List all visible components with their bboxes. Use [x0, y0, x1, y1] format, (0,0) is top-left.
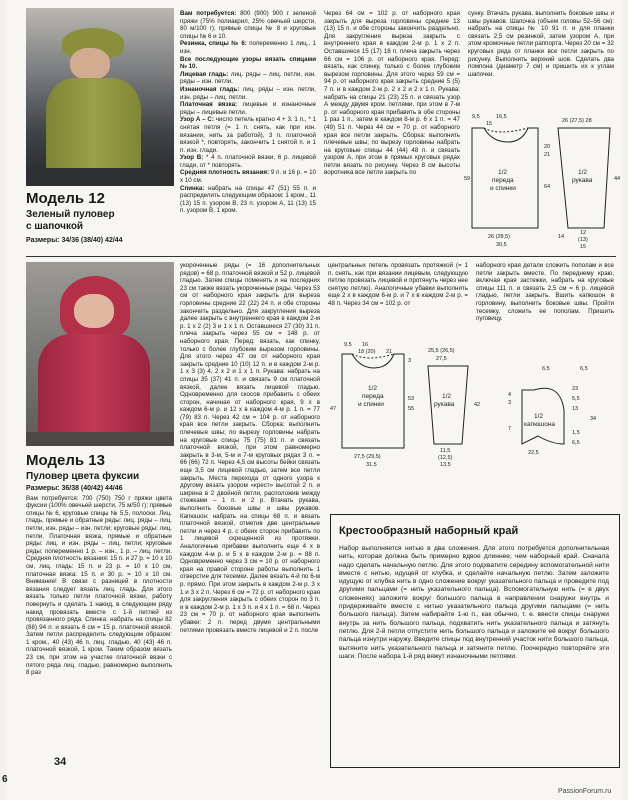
model12-col1-paragraph	[180, 185, 316, 215]
model13-h-label2: капюшона	[524, 421, 556, 428]
model12-sleeve-top: 26 (27,5) 28	[562, 118, 592, 124]
model12-sizes: Размеры: 34/36 (38/40) 42/44	[26, 237, 123, 244]
model13-sizes: Размеры: 36/38 (40/42) 44/46	[26, 485, 123, 492]
model13-h2: 6,5	[580, 366, 588, 372]
model12-col1-bold: Платочная вязка:	[180, 101, 238, 109]
model13-title: Модель 13	[26, 452, 105, 469]
model13-s-top2: 27,5	[436, 356, 447, 362]
model12-col1-text: лицевые и изнаночные ряды – лицевые петли.	[180, 101, 316, 116]
model13-s-label2: рукава	[434, 401, 455, 408]
model12-col1-paragraph	[180, 154, 316, 169]
model13-f2: 16	[362, 342, 369, 348]
model12-dim5: 21	[544, 152, 551, 158]
model12-col1-paragraph	[180, 86, 316, 101]
model13-h-label1: 1/2	[534, 413, 544, 420]
model13-h4: 4	[508, 392, 512, 398]
model12-dim6: 59	[464, 176, 471, 182]
model13-instructions-col2: укороченные ряды (= 16 дополнительных рядов) = 68 р. платочной вязкой и 52 р. лицевой гладью. Затем спицы поменять и на последних 23 см также вязать укороченные ряды. Через 53 см от наборного края закрыть для выреза горловины средние 22 (22) 24 п. и обе стороны закончить раздельно. Для закругления выреза далее закрыть с внутреннего края в каждом 2-м р. 1 х 2 (2) 3 и 1 х 1 п. Оставшиеся 27 (30) 31 п. плеча закрыть через 55 см = 148 р. от наборного края. Перед: вязать, как спинку, только с более глубоким вырезом горловины. Для этого через 47 см от наборного края закрыть средние 10 (10) 12 п. и в каждом 2-м р. 1 х 3 (3) 4, 2 х 2 и 1 х 1 п. Рукава: набрать на спицы 35 (37) 41 п. и связать 9 см платочной вязкой, далее вязать лицевой гладью. Одновременно для скосов прибавить с обеих сторон, начиная от наборного края, 9 х в каждом 6-м р. и 12 х в каждом 4-м р. 1 п. = 77 (79) 83 п. Через 42 см = 104 р. от наборного края все петли закрыть. Сборка: выполнить плечевые швы; по вырезу горловины набрать на круговые спицы 75 (75) 81 п. и связать платочной вязкой, при этом равномерно закрыть в 3-м, 5-м и 7-м круговых рядах 3 п. = 66 (66) 72 п. Через 4,5 см высоты бейки связать еще 3,5 см лицевой гладью, затем все петли закрыть. Места перехода от одного узора к другому вязать узором «крест» высотой 2 п. и ширина в 2 двойной петли, расположив между стежками – 1 п. и 2 р. Втачать рукава, выполнить боковые швы и швы рукавов. Капюшон: набрать на спицы 68 п. и вязать платочной вязкой, отметив две центральные петли и через 4 р. с обеих сторон прибавить по 1 лицевой скрещенной из протяжки. Аналогичные прибавки выполнить еще 4 х в каждом 4-м р. и 5 х в каждом 2-м р. = 88 п. Одновременно через 3 см = 10 р. от наборного края на правой стороне работы выполнить 1 отверстие для тесемки. Далее вязать 4-й по 6-м р. прямо. При этом закрыть в каждом 2-м р. 3 х 1 и 3 х 2 п. Через 6 см = 72 р. от наборного края для закругления закрыть с обеих сторон по 3 п. и в каждом 2-м р. 1 х 3 п. и 4 х 1 п. = 68 п. Через 23 см = 70 р. от наборного края выполнить убавки: 2 п. перед двумя центральными петлями провязать вместе лицевой и 2 п. после	[180, 262, 320, 634]
model12-subtitle-line2: с шапочкой	[26, 221, 84, 232]
model12-photo	[26, 8, 174, 186]
magazine-page	[2, 0, 622, 800]
model12-col1-bold: Узор В:	[180, 154, 204, 162]
model13-f1: 9,5	[344, 342, 352, 348]
model13-f5: 3	[408, 358, 412, 364]
box-title: Крестообразный наборный край	[339, 525, 519, 537]
model13-h5: 3	[508, 400, 512, 406]
model12-dim4: 20	[544, 144, 551, 150]
model12-col1-paragraph	[180, 116, 316, 154]
model12-col1-text: * 4 п. платочной вязки, 6 р. лицевой глади, от * повторять.	[180, 154, 316, 169]
model12-bottom1: 26 (28,5)	[488, 234, 511, 240]
model12-title: Модель 12	[26, 190, 105, 207]
model13-h10: 1,5	[572, 430, 580, 436]
model12-col1-paragraph	[180, 101, 316, 116]
model13-f-h2: 53	[408, 396, 415, 402]
model13-h7: 13	[572, 406, 579, 412]
cross-cast-on-box	[330, 514, 620, 768]
model12-sleeve-bottom: 14	[558, 234, 565, 240]
model12-dim1: 9,5	[472, 114, 480, 120]
model12-col1-paragraph	[180, 56, 316, 71]
model12-front-label1: 1/2	[498, 169, 508, 176]
model13-subtitle: Пуловер цвета фуксии	[26, 471, 140, 482]
model13-f-label2: переда	[362, 393, 384, 400]
model13-s-h: 42	[474, 402, 481, 408]
model12-col1-bold: Лицевая гладь:	[180, 70, 229, 78]
model13-h3: 23	[572, 386, 579, 392]
model12-instructions-col1	[180, 10, 316, 248]
model12-sleeve-bottom4: 15	[580, 244, 587, 250]
box-text: Набор выполняется нитью в два сложения. Для этого потребуется дополнительная нить, которая должна быть примерно вдвое длиннее, чем наборный край. Сначала надо сделать начальную петлю. Для этого подхватите середину вспомогательной нити вместе с нитью, идущей от клубка, и сделайте начальную петлю. Затем заложите идущую от клубка нить в одно сложение вокруг указательного пальца и проведите под другими пальцами (= нить указательного пальца). Вспомогательную нить (= в двух сложениях) заложите вокруг большого пальца в направлении снаружи внутрь и придерживайте вместе с нитью указательного пальца другими пальцами (= нить большого пальца). Затем набирайте 1-ю п., как обычно, т. е. ввести спицы снаружи внутрь за нить большого пальца, подхватить нить указательного пальца и затянуть петлю. Для 2-й петли отпустите нить большого пальца и заложите её вокруг большого пальца изнутри наружу. Введите спицы под внутренний участок нити большого пальца, вытяните нить указательного пальца и затяните петлю. Поочередно повторяйте эти шаги. После набора 1-й ряд вяжут изнаночными петлями.	[339, 545, 609, 660]
model12-pattern-diagram	[464, 108, 624, 250]
model12-front-label3: и спинки	[490, 185, 516, 192]
model13-h1: 6,5	[542, 366, 550, 372]
model12-sleeve-bottom3: (13)	[578, 237, 588, 243]
model12-instructions-col3: сунку. Втачать рукава, выполнить боковые швы и швы рукавов. Шапочка (объем головы 52–56 см): набрать на спицы № 10 91 п. и для планки связать 2,5 см резинкой, затем узором А, при этом кромочные петли раппорта. Через 20 см = 32 круговых ряда от планки все петли закрыть по рисунку. Выполнить верхний шов. Сделать два помпона (диаметр 7 см) и пришить их к углам шапочки.	[468, 10, 614, 78]
model12-col1-paragraph	[180, 40, 316, 55]
model12-col1-text: лиц. ряды – изн. петли, изн. ряды – лиц. петли.	[180, 85, 316, 101]
model12-subtitle-line1: Зеленый пуловер	[26, 209, 115, 220]
watermark: PassionForum.ru	[558, 788, 612, 795]
model12-sleeve-bottom2: 12	[580, 230, 587, 236]
model13-f-label1: 1/2	[368, 385, 378, 392]
corner-mark: 6	[2, 774, 8, 785]
model12-col1-bold: Средняя плотность вязания:	[180, 169, 270, 177]
model12-col1-paragraph	[180, 71, 316, 86]
model12-col1-text: набрать на спицы 47 (51) 55 п. и распределить следующим образом: 1 кром., 11 (13) 15 п. узором В, 23 п. узором А, 11 (13) 15 п. узором В, 1 кром.	[180, 184, 316, 215]
model13-s-label1: 1/2	[442, 393, 452, 400]
model13-f-b2: 31,5	[366, 462, 377, 468]
model12-bottom2: 30,5	[496, 242, 507, 248]
model12-col1-text: лиц. ряды – лиц. петли, изн. ряды – изн. петли.	[180, 70, 316, 86]
model13-h6: 5,5	[572, 396, 580, 402]
model13-f-b1: 27,5 (29,5)	[354, 454, 381, 460]
model13-instructions-col4: наборного края детали сложить пополам и все петли закрыть вместе. По переднему краю, включая края застежки, набрать на круговые спицы 111 п. и связать 2,5 см = 6 р. лицевой гладью, петли закрыть. Вшить капюшон в горловину, выполнить боковые швы. Пройти тесемку, сложить ее пополам. Пришить пуговицу.	[476, 262, 614, 323]
model13-h8: 34	[590, 416, 597, 422]
section-divider	[26, 256, 616, 257]
model13-s-top: 25,5 (26,5)	[428, 348, 455, 354]
model13-f4: 21	[386, 349, 393, 355]
model13-s-b1: 11,5	[440, 448, 451, 454]
model12-col1-bold: Вам потребуется:	[180, 10, 237, 17]
model13-h12: 6,5	[572, 440, 580, 446]
page-number: 34	[54, 756, 67, 768]
model12-front-dashed-neck	[484, 128, 528, 132]
model12-col1-paragraph	[180, 169, 316, 184]
model12-col1-bold: Спинка:	[180, 184, 205, 192]
model12-dim7: 64	[544, 184, 551, 190]
model13-photo	[26, 262, 174, 446]
model12-front-label2: переда	[492, 177, 514, 184]
model12-dim3: 15	[486, 121, 493, 127]
model12-instructions-col2: Через 64 см = 102 р. от наборного края закрыть для выреза горловины средние 13 (13) 15 п. и обе стороны закончить раздельно. Для закругления выреза закрыть с внутреннего края в каждом 2-м р. 1 х 2 п. Оставшиеся 15 (17) 18 п. плеча закрыть через 66 см = 106 р. от наборного края. Перед: вязать, как спинку, только с более глубоким вырезом горловины. Для этого через 59 см = 94 р. от наборного края закрыть средние 5 (5) 7 п. и в каждом 2-м р. 2 х 2 и 2 х 1 п. Рукава: набрать на спицы 21 (23) 25 п. и связать узор А между двумя кром. петлями, при этом в 7-м р. от наборного края прибавить в обе стороны 1 раз 1 п., затем в каждом 8-м р. 6 х 1 п. = 47 (49) 51 п. Через 44 см = 70 р. от наборного края все петли закрыть. Сборка: выполнить плечевые швы; по вырезу горловины набрать на круговые спицы 44 (44) 48 п. и связать узором А, при этом в прямых круговых рядах петли вязать по рисунку. Через 8 см высоты воротника все петли закрыть по	[324, 10, 460, 177]
model12-col1-text: попеременно 1 лиц., 1 изн.	[180, 40, 316, 55]
model13-instructions-col3: центральных петель провязать протяжкой (= 1 п. снять, как при вязании лицевым, следующую петлю провязать лицевой и протянуть через нее снятую петлю). Аналогичные убавки выполнить еще 2 х в каждом 6-м р. и 7 х в каждом 2-м р. = 48 п. Через 34 см = 102 р. от	[328, 262, 468, 307]
model13-h9: 7	[508, 426, 512, 432]
model13-col1-text: Вам потребуется: 700 (750) 750 г пряжи цвета фуксии (100% овечьей шерсти, 75 м/50 г); прямые спицы № 6, круговые спицы № 5,5, полоски. Лиц. гладь, прямые и обратные ряды: лиц. ряды – лиц. петли, изн. ряды – изн. петли; круговые ряды: лиц. петли. Платочная вязка, прямые и обратные ряды: лиц. и изн. ряды – лиц. петли; круговые ряды: попеременно 1 р. – изн., 1 р. – лиц. петли. Средняя плотность вязания: 15 п. и 27 р. = 10 х 10 см, лиц. гладь: 15 п. и 23 р. = 10 х 10 см, платочная вязка: 15 п. и 30 р. = 10 х 10 см. Внимание! В связи с разницей в плотности вязания следует вязать лиц. гладь. Для этого вязать только петли платочной вязки, работу повернуть и сделать 1 накид, в следующем ряду накид провязать вместе с 1-й петлей из провязанного ряда. Спинка: набрать на спицы 82 (88) 94 п. и вязать 6 см = 15 р. платочной вязкой. Затем петли распределить следующим образом: 1 кром., 40 (43) 46 п. лиц. гладью, 40 (43) 46 п. платочной вязкой, 1 кром. Таким образом вязать 23 см, при этом на участке платочной вязки с пятого ряда лиц. гладью, равномерно выполнить 8 раз	[26, 494, 172, 677]
model12-col1-text: 9 п. и 16 р. = 10 х 10 см.	[180, 169, 316, 185]
model13-h11: 22,5	[528, 450, 539, 456]
model12-sleeve-h: 44	[614, 176, 621, 182]
model12-sleeve-label2: рукава	[572, 177, 593, 184]
model12-dim2: 16,5	[496, 114, 507, 120]
model13-instructions-col1	[26, 485, 172, 753]
model13-pattern-diagram	[328, 340, 618, 470]
model12-col1-paragraph	[180, 10, 316, 40]
model13-s-b2: (12,5)	[438, 455, 453, 461]
model12-sleeve-label1: 1/2	[578, 169, 588, 176]
model13-f-h3: 55	[408, 406, 415, 412]
model13-s-b3: 13,5	[440, 462, 451, 468]
model12-col1-text: 800 (900) 900 г зеленой пряжи (75% полиакрил, 25% овечьей шерсти, 80 м/100 г); прямые спицы № 8 и круговые спицы № 6 и 10.	[180, 10, 316, 40]
model12-col1-bold: Узор А – С:	[180, 116, 214, 124]
model12-col1-text: число петель кратно 4 + 3. 1 п., * 1 снятая петля (= 1 п. снять, как при изн. вязании, нить за работой), 3 п. платочной вязкой *, повторять, закончить 1 снятой п. и 1 п. изн. глади.	[180, 116, 316, 154]
model13-f3: 18 (20)	[358, 349, 376, 355]
model13-f-h1: 47	[330, 406, 337, 412]
model13-f-label3: и спинки	[358, 401, 384, 408]
model12-col1-bold: Резинка, спицы № 6:	[180, 40, 247, 48]
model12-col1-bold: Изнаночная гладь:	[180, 85, 240, 93]
model12-col1-bold: Все последующие узоры вязать спицами № 10.	[180, 55, 316, 71]
